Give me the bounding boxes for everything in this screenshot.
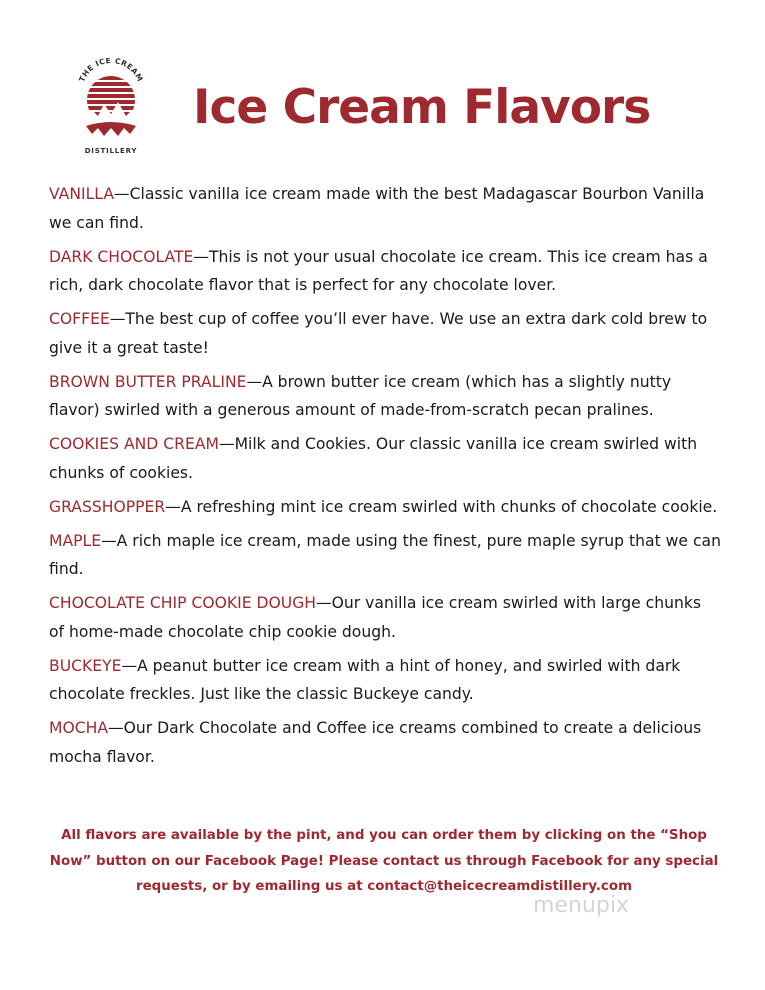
- flavor-description: A rich maple ice cream, made using the finest, pure maple syrup that we can find.: [49, 531, 721, 578]
- flavor-item: [49, 180, 721, 237]
- dash-separator: —: [108, 719, 124, 737]
- flavor-name: COOKIES AND CREAM: [49, 435, 219, 453]
- logo-arc-text: THE ICE CREAM: [77, 58, 145, 84]
- flavor-name: VANILLA: [49, 185, 115, 203]
- watermark: menupix: [533, 893, 629, 918]
- logo-bottom-text: DISTILLERY: [84, 147, 138, 155]
- flavor-item: [49, 430, 721, 487]
- dash-separator: —: [218, 435, 235, 453]
- flavor-description: Milk and Cookies. Our classic vanilla ice cream swirled with chunks of cookies.: [49, 435, 698, 482]
- flavor-name: GRASSHOPPER: [49, 497, 166, 516]
- dash-separator: —: [193, 247, 209, 266]
- flavor-item: [49, 493, 721, 522]
- flavor-description: A peanut butter ice cream with a hint of honey, and swirled with dark chocolate freckles. Just like the classic Buckeye candy.: [49, 656, 681, 703]
- flavor-description: A refreshing mint ice cream swirled with chunks of chocolate cookie.: [180, 497, 718, 516]
- dash-separator: —: [121, 656, 138, 675]
- flavor-description: Our Dark Chocolate and Coffee ice creams combined to create a delicious mocha flavor.: [49, 719, 702, 766]
- flavor-item: [49, 305, 721, 362]
- flavor-name: BUCKEYE: [49, 656, 122, 675]
- dash-separator: —: [101, 531, 117, 550]
- dash-separator: —: [109, 310, 126, 328]
- flavor-name: MOCHA: [49, 719, 109, 737]
- flavor-name: MAPLE: [49, 531, 102, 550]
- flavor-description: A brown butter ice cream (which has a slightly nutty flavor) swirled with a generous amount of made-from-scratch pecan pralines.: [49, 372, 672, 419]
- flavor-name: DARK CHOCOLATE: [49, 247, 194, 266]
- flavor-name: CHOCOLATE CHIP COOKIE DOUGH: [49, 594, 317, 612]
- flavor-item: [49, 714, 721, 771]
- flavor-description: Our vanilla ice cream swirled with large chunks of home-made chocolate chip cookie dough.: [49, 594, 702, 641]
- flavor-item: [49, 368, 721, 425]
- flavor-name: COFFEE: [49, 310, 110, 328]
- flavor-description: This is not your usual chocolate ice cream. This ice cream has a rich, dark chocolate flavor that is perfect for any chocolate lover.: [49, 247, 708, 294]
- dash-separator: —: [165, 497, 181, 516]
- flavor-item: [49, 527, 721, 584]
- flavor-description: Classic vanilla ice cream made with the best Madagascar Bourbon Vanilla we can find.: [49, 185, 705, 232]
- dash-separator: —: [316, 594, 332, 612]
- flavor-item: [49, 652, 721, 709]
- dash-separator: —: [114, 185, 130, 203]
- ordering-note: All flavors are available by the pint, and you can order them by clicking on the “Shop Now” button on our Facebook Page! Please contact us through Facebook for any special requests, or by emailing us at contact@theicecreamdistillery.com: [49, 828, 719, 894]
- flavor-item: [49, 243, 721, 300]
- flavor-list: [49, 180, 721, 777]
- distillery-logo: [72, 58, 150, 158]
- flavor-item: [49, 589, 721, 646]
- flavor-name: BROWN BUTTER PRALINE: [49, 372, 247, 391]
- page-title: Ice Cream Flavors: [193, 80, 651, 135]
- dash-separator: —: [246, 372, 263, 391]
- flavor-description: The best cup of coffee you’ll ever have. We use an extra dark cold brew to give it a great taste!: [49, 310, 708, 357]
